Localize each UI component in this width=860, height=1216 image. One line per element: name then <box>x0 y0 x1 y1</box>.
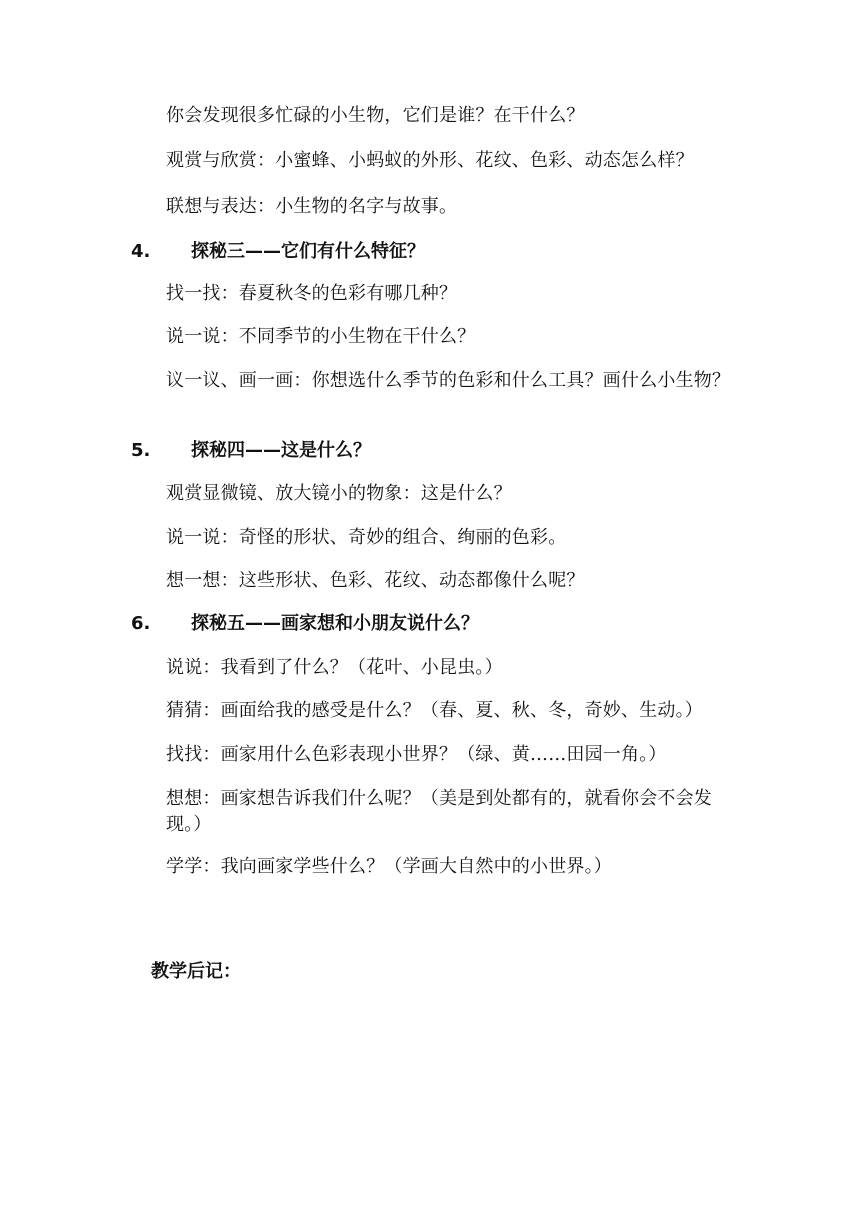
section-title: 探秘四——这是什么？ <box>191 440 371 461</box>
teaching-notes-label: 教学后记： <box>151 961 241 982</box>
section-5-item-3: 想一想：这些形状、色彩、花纹、动态都像什么呢？ <box>166 570 585 591</box>
section-number: 4. <box>131 241 151 262</box>
intro-line-2: 观赏与欣赏：小蜜蜂、小蚂蚁的外形、花纹、色彩、动态怎么样？ <box>166 150 694 171</box>
section-6-item-2: 猜猜：画面给我的感受是什么？（春、夏、秋、冬，奇妙、生动。） <box>166 700 703 721</box>
section-4-item-3: 议一议、画一画：你想选什么季节的色彩和什么工具？画什么小生物？ <box>166 370 731 391</box>
intro-line-1: 你会发现很多忙碌的小生物，它们是谁？在干什么？ <box>166 105 585 126</box>
section-5-item-2: 说一说：奇怪的形状、奇妙的组合、绚丽的色彩。 <box>166 527 567 548</box>
section-6-item-3: 找找：画家用什么色彩表现小世界？（绿、黄……田园一角。） <box>166 744 667 765</box>
section-5-item-1: 观赏显微镜、放大镜小的物象：这是什么？ <box>166 483 512 504</box>
section-heading-6 <box>131 611 479 637</box>
section-6-item-1: 说说：我看到了什么？（花叶、小昆虫。） <box>166 657 503 678</box>
section-heading-5 <box>131 438 371 464</box>
section-4-item-1: 找一找：春夏秋冬的色彩有哪几种？ <box>166 283 458 304</box>
section-number: 6. <box>131 613 151 634</box>
section-heading-4 <box>131 239 425 265</box>
section-title: 探秘三——它们有什么特征？ <box>191 241 425 262</box>
section-number: 5. <box>131 440 151 461</box>
section-4-item-2: 说一说：不同季节的小生物在干什么？ <box>166 326 476 347</box>
intro-line-3: 联想与表达：小生物的名字与故事。 <box>166 196 458 217</box>
section-title: 探秘五——画家想和小朋友说什么？ <box>191 613 479 634</box>
section-6-item-4: 想想：画家想告诉我们什么呢？（美是到处都有的，就看你会不会发现。） <box>166 788 712 835</box>
section-6-item-5: 学学：我向画家学些什么？（学画大自然中的小世界。） <box>166 856 612 877</box>
